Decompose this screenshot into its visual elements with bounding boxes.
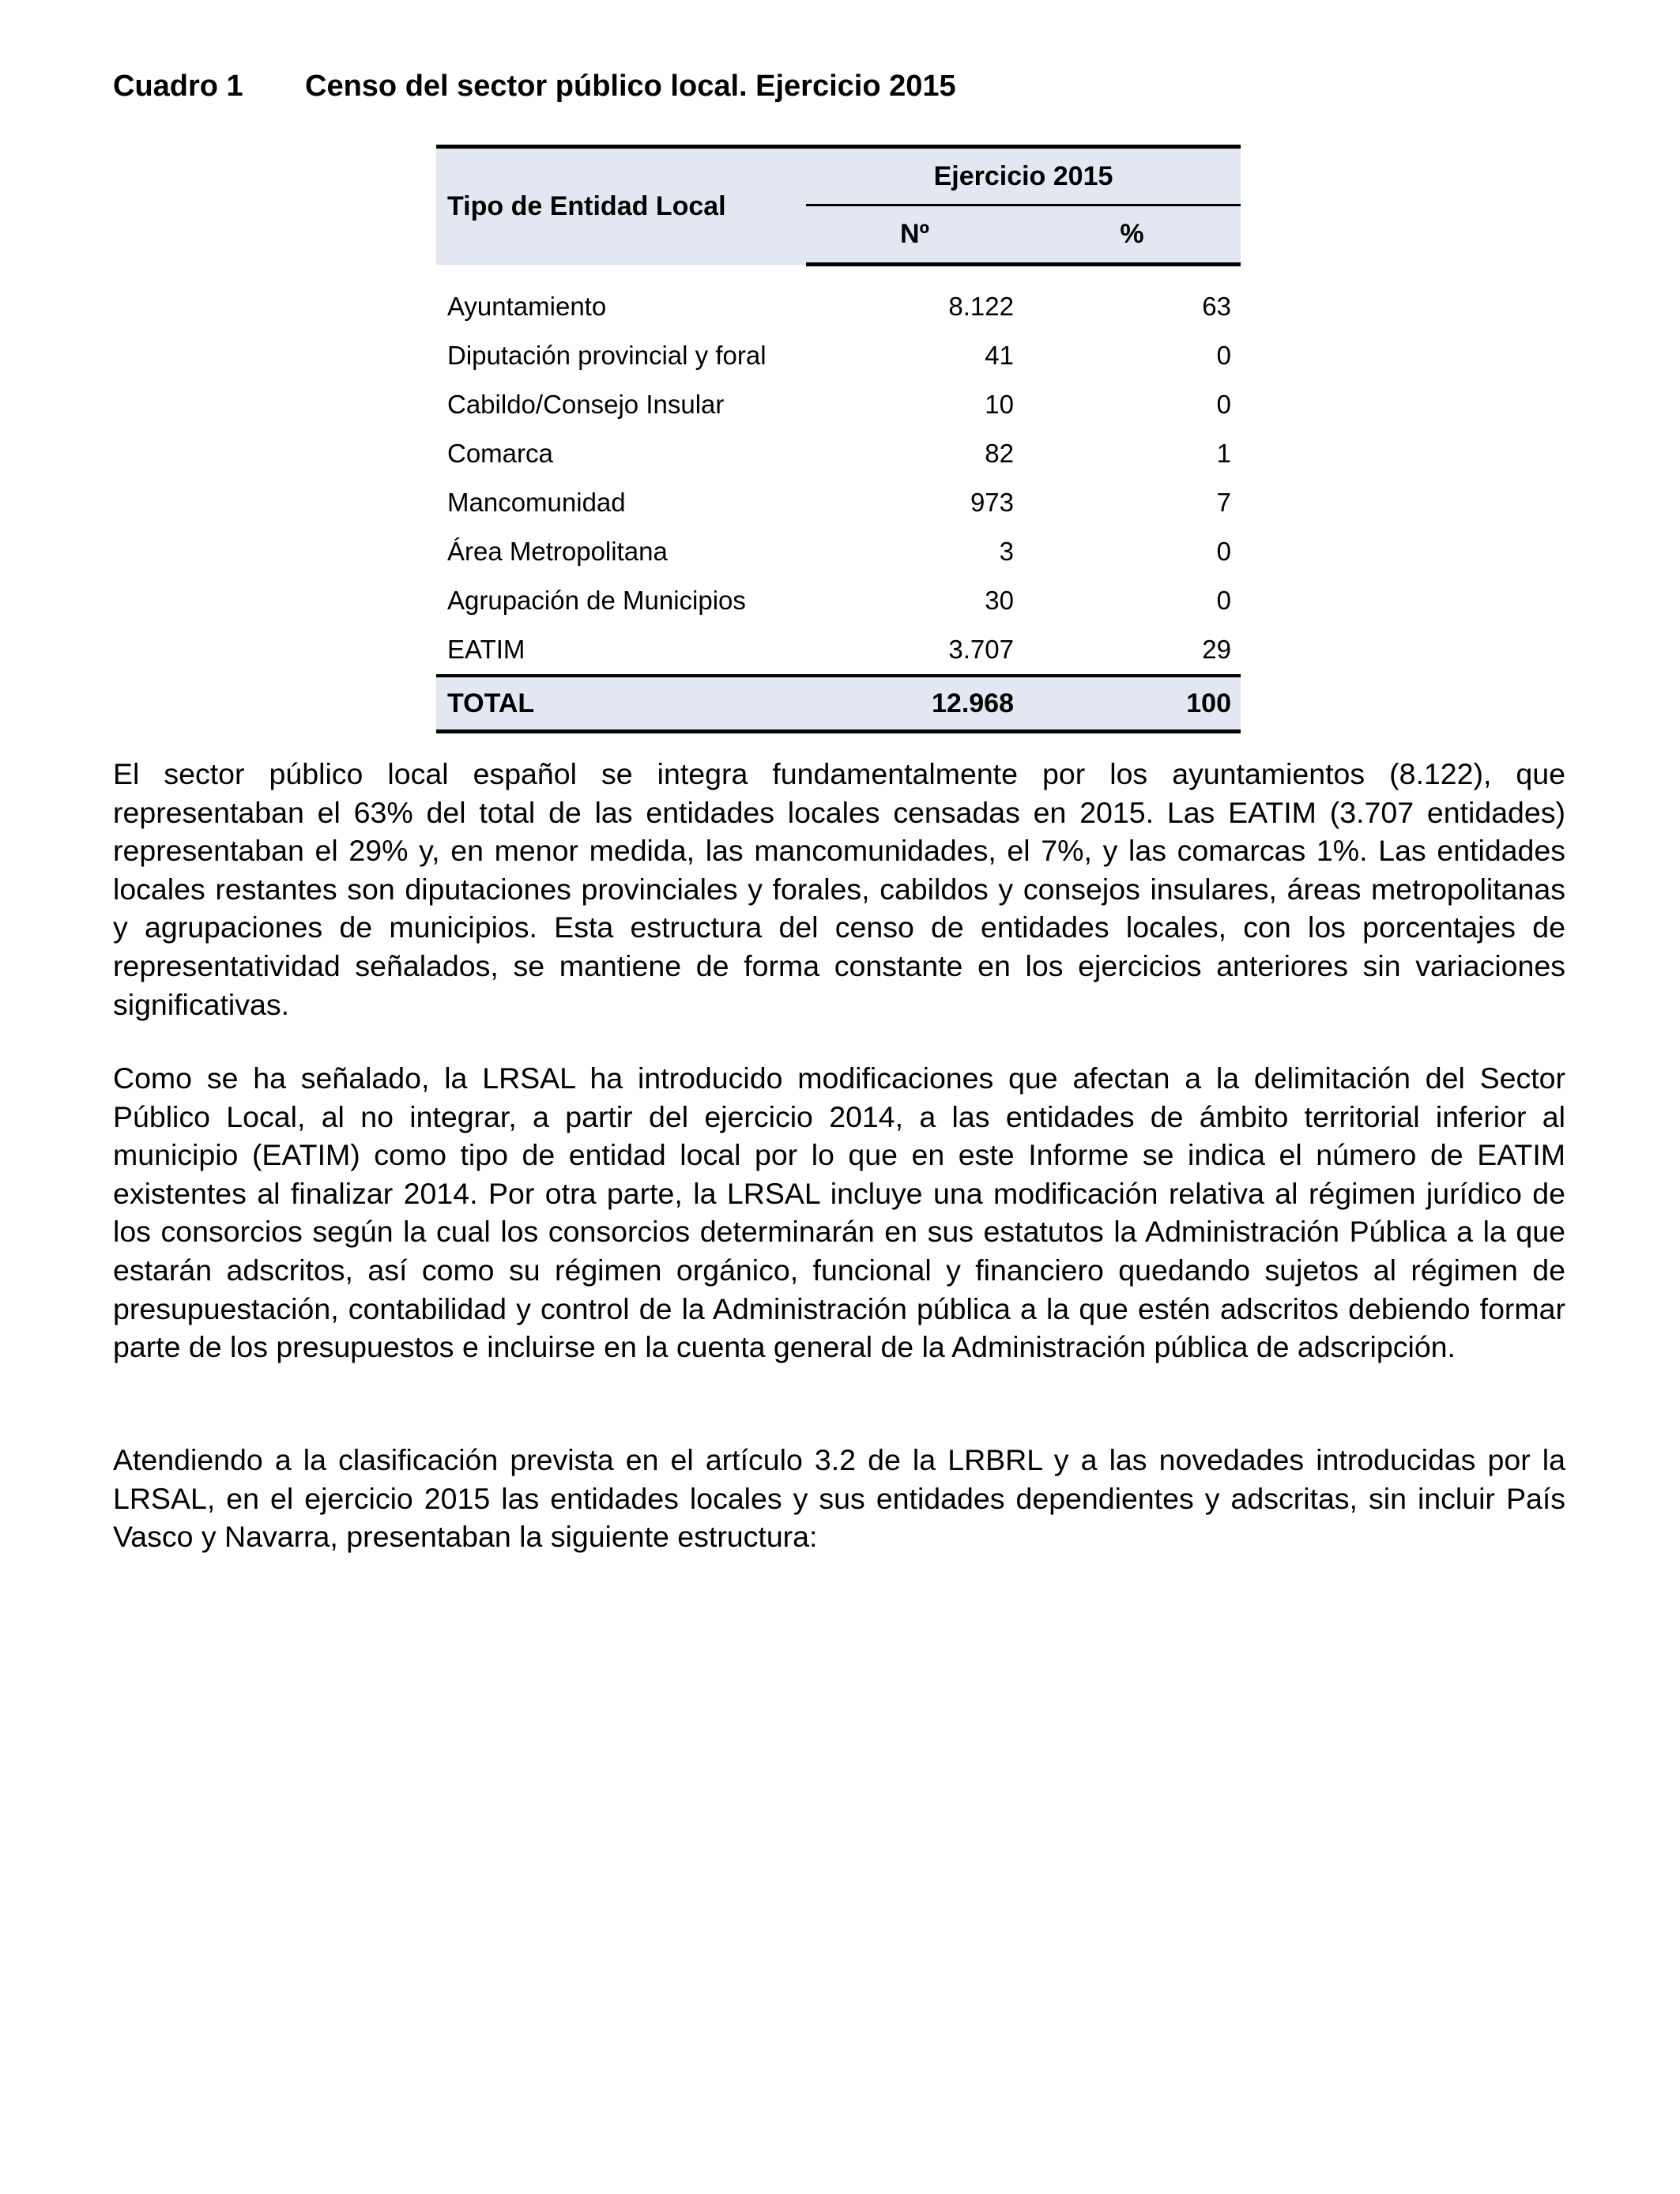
row-name: Ayuntamiento <box>447 292 607 321</box>
row-number: 82 <box>985 439 1014 468</box>
census-table <box>436 145 1241 733</box>
row-number: 30 <box>985 586 1014 615</box>
row-number: 10 <box>985 390 1014 419</box>
row-name: Cabildo/Consejo Insular <box>447 390 725 419</box>
table-row <box>436 576 1241 625</box>
total-number: 12.968 <box>806 676 1023 732</box>
table-caption <box>113 70 956 104</box>
row-percent: 29 <box>1023 625 1241 676</box>
table-row <box>436 625 1241 676</box>
paragraph-census-summary: El sector público local español se integra fundamentalmente por los ayuntamientos (8.122), que representaban el 63% del total de las entidades locales censadas en 2015. Las EATIM (3.707 entidades) representaban el 29% y, en menor medida, las mancomunidades, el 7%, y las comarcas 1%. Las entidades locales restantes son diputaciones provinciales y forales, cabildos y consejos insulares, áreas metropolitanas y agrupaciones de municipios. Esta estructura del censo de entidades locales, con los porcentajes de representatividad señalados, se mantiene de forma constante en los ejercicios anteriores sin variaciones significativas. <box>113 757 1565 1021</box>
row-name: Comarca <box>447 439 553 468</box>
row-name: Diputación provincial y foral <box>447 341 767 370</box>
row-percent: 0 <box>1216 586 1231 615</box>
table-row <box>436 380 1241 429</box>
row-name: Mancomunidad <box>447 488 626 517</box>
census-table-container <box>436 145 1241 733</box>
paragraph-classification: Atendiendo a la clasificación prevista en el artículo 3.2 de la LRBRL y a las novedades introducidas por la LRSAL, en el ejercicio 2015 las entidades locales y sus entidades dependientes y adscritas, sin incluir País Vasco y Navarra, presentaban la siguiente estructura: <box>113 1443 1565 1554</box>
row-percent: 1 <box>1216 439 1231 468</box>
row-number: 41 <box>985 341 1014 370</box>
row-name: EATIM <box>436 625 806 676</box>
header-entity-type: Tipo de Entidad Local <box>436 147 806 265</box>
table-row <box>436 429 1241 478</box>
table-row <box>436 527 1241 576</box>
paragraph-lrsal-changes: Como se ha señalado, la LRSAL ha introducido modificaciones que afectan a la delimitación del Sector Público Local, al no integrar, a partir del ejercicio 2014, a las entidades de ámbito territorial inferior al municipio (EATIM) como tipo de entidad local por lo que en este Informe se indica el número de EATIM existentes al finalizar 2014. Por otra parte, la LRSAL incluye una modificación relativa al régimen jurídico de los consorcios según la cual los consorcios determinarán en sus estatutos la Administración Pública a la que estarán adscritos, así como su régimen orgánico, funcional y financiero quedando sujetos al régimen de presupuestación, contabilidad y control de la Administración pública a la que estén adscritos debiendo formar parte de los presupuestos e incluirse en la cuenta general de la Administración pública de adscripción. <box>113 1061 1565 1364</box>
table-header-row <box>436 147 1241 205</box>
row-name: Área Metropolitana <box>447 537 668 566</box>
row-number: 973 <box>970 488 1014 517</box>
header-number: Nº <box>806 205 1023 265</box>
row-number: 8.122 <box>948 292 1014 321</box>
row-percent: 0 <box>1216 341 1231 370</box>
caption-title: Censo del sector público local. Ejercicio 2015 <box>305 70 956 103</box>
row-percent: 0 <box>1216 537 1231 566</box>
table-row <box>436 331 1241 380</box>
table-row <box>436 478 1241 527</box>
caption-label: Cuadro 1 <box>113 70 243 103</box>
header-percent: % <box>1023 205 1241 265</box>
table-total-row <box>436 676 1241 732</box>
total-percent: 100 <box>1023 676 1241 732</box>
row-percent: 63 <box>1202 292 1231 321</box>
total-label: TOTAL <box>436 676 806 732</box>
table-row <box>436 282 1241 331</box>
row-number: 3 <box>999 537 1014 566</box>
row-name: Agrupación de Municipios <box>447 586 746 615</box>
row-number: 3.707 <box>806 625 1023 676</box>
row-percent: 0 <box>1216 390 1231 419</box>
row-percent: 7 <box>1216 488 1231 517</box>
header-period: Ejercicio 2015 <box>806 147 1241 205</box>
